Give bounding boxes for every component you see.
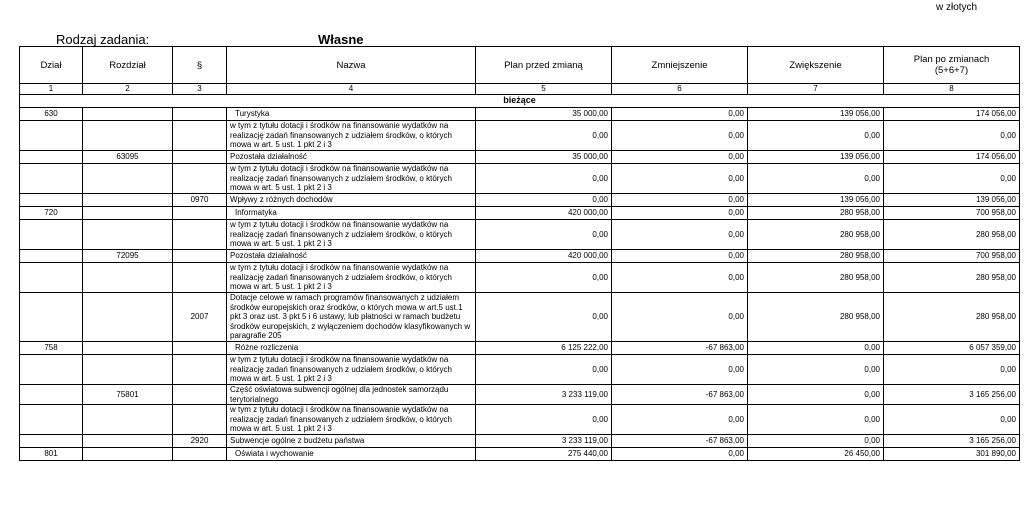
cell-zwiekszenie: 0,00 (748, 355, 884, 385)
cell-rozdzial (83, 293, 173, 342)
cell-plan-po: 0,00 (884, 405, 1020, 435)
table-row (20, 207, 1020, 220)
cell-paragraf (173, 263, 227, 293)
task-type-value: Własne (318, 32, 364, 47)
cell-plan-przed: 0,00 (476, 405, 612, 435)
cell-nazwa: Wpływy z różnych dochodów (227, 194, 476, 207)
cell-dzial (20, 220, 83, 250)
col-header-dzial: Dział (20, 47, 83, 84)
table-row (20, 164, 1020, 194)
cell-plan-po: 280 958,00 (884, 293, 1020, 342)
cell-nazwa: Różne rozliczenia (227, 342, 476, 355)
cell-zwiekszenie: 26 450,00 (748, 448, 884, 461)
col-number: 7 (748, 84, 884, 95)
cell-plan-po: 6 057 359,00 (884, 342, 1020, 355)
cell-nazwa: Turystyka (227, 108, 476, 121)
cell-plan-przed: 35 000,00 (476, 151, 612, 164)
cell-plan-przed: 3 233 119,00 (476, 435, 612, 448)
cell-rozdzial (83, 207, 173, 220)
cell-nazwa: Oświata i wychowanie (227, 448, 476, 461)
cell-paragraf (173, 121, 227, 151)
cell-paragraf (173, 220, 227, 250)
cell-plan-przed: 420 000,00 (476, 207, 612, 220)
cell-paragraf (173, 250, 227, 263)
cell-plan-po: 174 056,00 (884, 151, 1020, 164)
col-number: 2 (83, 84, 173, 95)
col-number: 6 (612, 84, 748, 95)
cell-zwiekszenie: 0,00 (748, 385, 884, 405)
table-row (20, 220, 1020, 250)
cell-plan-przed: 6 125 222,00 (476, 342, 612, 355)
cell-dzial: 720 (20, 207, 83, 220)
cell-plan-przed: 0,00 (476, 293, 612, 342)
cell-zmniejszenie: 0,00 (612, 207, 748, 220)
table-row (20, 385, 1020, 405)
cell-plan-po: 3 165 256,00 (884, 385, 1020, 405)
cell-zmniejszenie: 0,00 (612, 108, 748, 121)
cell-zwiekszenie: 280 958,00 (748, 263, 884, 293)
cell-dzial (20, 194, 83, 207)
cell-plan-po: 700 958,00 (884, 250, 1020, 263)
col-header-nazwa: Nazwa (227, 47, 476, 84)
cell-dzial (20, 355, 83, 385)
cell-plan-po: 280 958,00 (884, 220, 1020, 250)
cell-rozdzial (83, 355, 173, 385)
cell-plan-po: 301 890,00 (884, 448, 1020, 461)
cell-plan-przed: 3 233 119,00 (476, 385, 612, 405)
cell-paragraf: 0970 (173, 194, 227, 207)
cell-rozdzial (83, 121, 173, 151)
cell-nazwa: w tym z tytułu dotacji i środków na finansowanie wydatków na realizację zadań finansowanych z udziałem środków, o których mowa w art. 5 ust. 1 pkt 2 i 3 (227, 121, 476, 151)
task-type-label: Rodzaj zadania: (56, 32, 150, 47)
cell-zmniejszenie: 0,00 (612, 220, 748, 250)
table-row (20, 448, 1020, 461)
cell-zwiekszenie: 280 958,00 (748, 207, 884, 220)
table-row (20, 121, 1020, 151)
cell-rozdzial: 63095 (83, 151, 173, 164)
table-row (20, 263, 1020, 293)
table-row (20, 435, 1020, 448)
cell-plan-przed: 0,00 (476, 121, 612, 151)
cell-zwiekszenie: 0,00 (748, 342, 884, 355)
cell-zwiekszenie: 0,00 (748, 435, 884, 448)
table-row (20, 194, 1020, 207)
cell-rozdzial (83, 108, 173, 121)
table-row (20, 250, 1020, 263)
cell-nazwa: Pozostała działalność (227, 151, 476, 164)
column-number-row (20, 84, 1020, 95)
cell-nazwa: w tym z tytułu dotacji i środków na finansowanie wydatków na realizację zadań finansowanych z udziałem środków, o których mowa w art. 5 ust. 1 pkt 2 i 3 (227, 220, 476, 250)
cell-dzial: 630 (20, 108, 83, 121)
col-number: 8 (884, 84, 1020, 95)
cell-zwiekszenie: 139 056,00 (748, 108, 884, 121)
cell-paragraf (173, 164, 227, 194)
cell-zwiekszenie: 0,00 (748, 405, 884, 435)
cell-plan-po: 174 056,00 (884, 108, 1020, 121)
cell-plan-przed: 420 000,00 (476, 250, 612, 263)
cell-dzial (20, 385, 83, 405)
col-number: 4 (227, 84, 476, 95)
cell-dzial (20, 121, 83, 151)
cell-paragraf (173, 355, 227, 385)
section-label: bieżące (20, 95, 1020, 108)
cell-nazwa: w tym z tytułu dotacji i środków na finansowanie wydatków na realizację zadań finansowanych z udziałem środków, o których mowa w art. 5 ust. 1 pkt 2 i 3 (227, 164, 476, 194)
col-number: 1 (20, 84, 83, 95)
cell-zwiekszenie: 0,00 (748, 121, 884, 151)
cell-dzial: 801 (20, 448, 83, 461)
cell-zwiekszenie: 139 056,00 (748, 151, 884, 164)
cell-zmniejszenie: 0,00 (612, 164, 748, 194)
cell-plan-po: 0,00 (884, 355, 1020, 385)
cell-zmniejszenie: -67 863,00 (612, 385, 748, 405)
cell-zwiekszenie: 139 056,00 (748, 194, 884, 207)
table-row (20, 405, 1020, 435)
cell-rozdzial (83, 220, 173, 250)
cell-plan-po: 139 056,00 (884, 194, 1020, 207)
cell-rozdzial (83, 342, 173, 355)
cell-zmniejszenie: 0,00 (612, 293, 748, 342)
cell-nazwa: Pozostała działalność (227, 250, 476, 263)
cell-paragraf (173, 342, 227, 355)
cell-plan-przed: 0,00 (476, 355, 612, 385)
cell-dzial (20, 164, 83, 194)
cell-nazwa: w tym z tytułu dotacji i środków na finansowanie wydatków na realizację zadań finansowanych z udziałem środków, o których mowa w art. 5 ust. 1 pkt 2 i 3 (227, 355, 476, 385)
cell-zwiekszenie: 280 958,00 (748, 220, 884, 250)
col-header-paragraf: § (173, 47, 227, 84)
col-header-zmniejszenie: Zmniejszenie (612, 47, 748, 84)
cell-zwiekszenie: 280 958,00 (748, 250, 884, 263)
table-row (20, 108, 1020, 121)
budget-table (19, 46, 1020, 461)
cell-plan-po: 3 165 256,00 (884, 435, 1020, 448)
col-number: 5 (476, 84, 612, 95)
cell-paragraf (173, 385, 227, 405)
unit-note: w złotych (936, 2, 978, 13)
cell-rozdzial (83, 448, 173, 461)
cell-dzial (20, 435, 83, 448)
cell-rozdzial (83, 405, 173, 435)
cell-paragraf (173, 108, 227, 121)
cell-rozdzial (83, 194, 173, 207)
cell-plan-po: 0,00 (884, 121, 1020, 151)
table-row (20, 293, 1020, 342)
cell-dzial (20, 405, 83, 435)
col-header-zwiekszenie: Zwiększenie (748, 47, 884, 84)
cell-zmniejszenie: 0,00 (612, 250, 748, 263)
cell-zmniejszenie: 0,00 (612, 263, 748, 293)
cell-zwiekszenie: 280 958,00 (748, 293, 884, 342)
cell-zwiekszenie: 0,00 (748, 164, 884, 194)
cell-plan-po: 0,00 (884, 164, 1020, 194)
cell-paragraf: 2007 (173, 293, 227, 342)
cell-plan-przed: 0,00 (476, 220, 612, 250)
cell-paragraf (173, 405, 227, 435)
cell-nazwa: w tym z tytułu dotacji i środków na finansowanie wydatków na realizację zadań finansowanych z udziałem środków, o których mowa w art. 5 ust. 1 pkt 2 i 3 (227, 263, 476, 293)
cell-plan-po: 280 958,00 (884, 263, 1020, 293)
table-row (20, 355, 1020, 385)
cell-rozdzial (83, 435, 173, 448)
cell-zmniejszenie: 0,00 (612, 405, 748, 435)
cell-dzial (20, 293, 83, 342)
cell-paragraf (173, 448, 227, 461)
col-header-plan-po: Plan po zmianach (5+6+7) (884, 47, 1020, 84)
cell-nazwa: w tym z tytułu dotacji i środków na finansowanie wydatków na realizację zadań finansowanych z udziałem środków, o których mowa w art. 5 ust. 1 pkt 2 i 3 (227, 405, 476, 435)
cell-zmniejszenie: -67 863,00 (612, 435, 748, 448)
col-number: 3 (173, 84, 227, 95)
cell-zmniejszenie: -67 863,00 (612, 342, 748, 355)
cell-rozdzial (83, 263, 173, 293)
cell-rozdzial (83, 164, 173, 194)
cell-dzial (20, 250, 83, 263)
cell-dzial (20, 263, 83, 293)
cell-plan-przed: 275 440,00 (476, 448, 612, 461)
col-header-plan-przed: Plan przed zmianą (476, 47, 612, 84)
col-header-rozdzial: Rozdział (83, 47, 173, 84)
cell-zmniejszenie: 0,00 (612, 121, 748, 151)
cell-nazwa: Dotacje celowe w ramach programów finansowanych z udziałem środków europejskich oraz środków, o których mowa w art.5 ust.1 pkt 3 oraz ust. 3 pkt 5 i 6 ustawy, lub płatności w ramach budżetu środków europejskich, z wyłączeniem dochodów klasyfikowanych w paragrafie 205 (227, 293, 476, 342)
cell-zmniejszenie: 0,00 (612, 355, 748, 385)
section-row (20, 95, 1020, 108)
cell-plan-przed: 35 000,00 (476, 108, 612, 121)
cell-paragraf: 2920 (173, 435, 227, 448)
cell-paragraf (173, 207, 227, 220)
header-row (20, 47, 1020, 84)
cell-plan-przed: 0,00 (476, 263, 612, 293)
cell-zmniejszenie: 0,00 (612, 194, 748, 207)
cell-zmniejszenie: 0,00 (612, 448, 748, 461)
cell-rozdzial: 75801 (83, 385, 173, 405)
cell-plan-po: 700 958,00 (884, 207, 1020, 220)
cell-zmniejszenie: 0,00 (612, 151, 748, 164)
cell-nazwa: Informatyka (227, 207, 476, 220)
cell-dzial: 758 (20, 342, 83, 355)
table-row (20, 342, 1020, 355)
table-row (20, 151, 1020, 164)
cell-plan-przed: 0,00 (476, 164, 612, 194)
cell-plan-przed: 0,00 (476, 194, 612, 207)
cell-rozdzial: 72095 (83, 250, 173, 263)
cell-paragraf (173, 151, 227, 164)
cell-nazwa: Część oświatowa subwencji ogólnej dla jednostek samorządu terytorialnego (227, 385, 476, 405)
cell-nazwa: Subwencje ogólne z budżetu państwa (227, 435, 476, 448)
cell-dzial (20, 151, 83, 164)
